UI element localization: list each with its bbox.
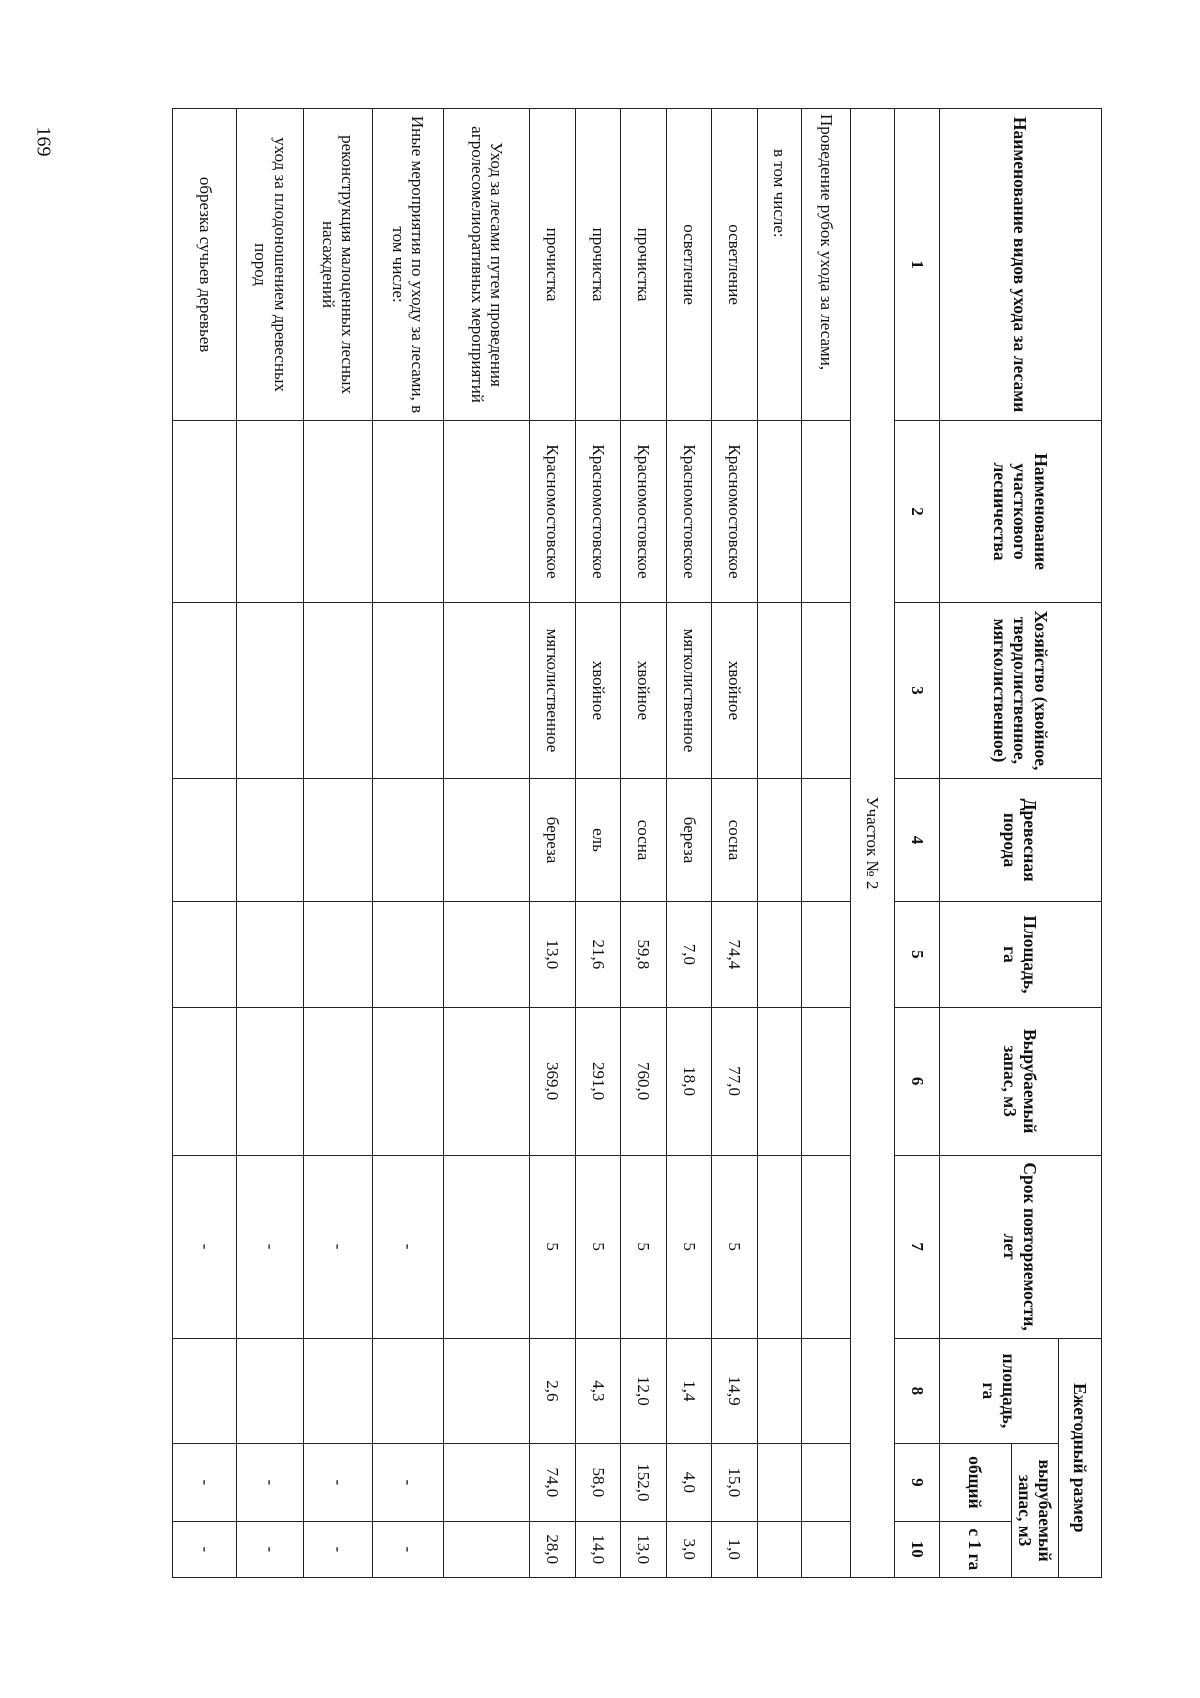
column-number-row <box>895 109 939 1578</box>
header-annual-stock: вырубаемый запас, м3 <box>1011 1444 1058 1578</box>
cell-col8 <box>443 1338 530 1444</box>
column-number: 10 <box>895 1521 939 1577</box>
cell-col10: 3,0 <box>666 1521 711 1577</box>
cell-col9: 4,0 <box>666 1444 711 1521</box>
column-number: 2 <box>895 421 939 603</box>
cell-col4 <box>237 778 304 901</box>
cell-col2 <box>802 421 851 603</box>
cell-col6 <box>802 1007 851 1155</box>
cell-col3: хвойное <box>712 602 757 778</box>
cell-col10 <box>757 1521 801 1577</box>
cell-col1: Иные мероприятия по уходу за лесами, в том числе: <box>372 109 443 421</box>
header-col6: Вырубаемый запас, м3 <box>939 1007 1101 1155</box>
cell-col5: 13,0 <box>530 902 575 1008</box>
header-col4: Древесная порода <box>939 778 1101 901</box>
table-container <box>172 108 1102 1578</box>
cell-col5 <box>237 902 304 1008</box>
cell-col1: прочистка <box>530 109 575 421</box>
column-number: 9 <box>895 1444 939 1521</box>
cell-col6 <box>757 1007 801 1155</box>
cell-col8 <box>757 1338 801 1444</box>
cell-col7: - <box>372 1155 443 1338</box>
rotated-table-frame <box>172 108 1102 1578</box>
cell-col7 <box>757 1155 801 1338</box>
cell-col7: 5 <box>666 1155 711 1338</box>
page-number: 169 <box>32 126 55 157</box>
cell-col2 <box>237 421 304 603</box>
cell-col8: 12,0 <box>621 1338 666 1444</box>
cell-col3 <box>173 602 237 778</box>
header-annual-total: общий <box>939 1444 1011 1521</box>
cell-col6 <box>443 1007 530 1155</box>
cell-col10 <box>443 1521 530 1577</box>
cell-col9: - <box>237 1444 304 1521</box>
cell-col1: в том числе: <box>757 109 801 421</box>
cell-col10: 28,0 <box>530 1521 575 1577</box>
cell-col5: 7,0 <box>666 902 711 1008</box>
cell-col7: 5 <box>530 1155 575 1338</box>
cell-col7: - <box>173 1155 237 1338</box>
cell-col8: 14,9 <box>712 1338 757 1444</box>
cell-col2: Красномостовское <box>575 421 620 603</box>
cell-col8 <box>802 1338 851 1444</box>
table-row <box>372 109 443 1578</box>
cell-col1: прочистка <box>575 109 620 421</box>
cell-col4: сосна <box>621 778 666 901</box>
cell-col8: 1,4 <box>666 1338 711 1444</box>
cell-col2 <box>443 421 530 603</box>
cell-col5: 74,4 <box>712 902 757 1008</box>
cell-col6: 369,0 <box>530 1007 575 1155</box>
header-col1: Наименование видов ухода за лесами <box>939 109 1101 421</box>
table-row <box>530 109 575 1578</box>
cell-col2 <box>304 421 373 603</box>
header-annual: Ежегодный размер <box>1059 1338 1102 1577</box>
table-row <box>237 109 304 1578</box>
cell-col10: - <box>372 1521 443 1577</box>
column-number: 7 <box>895 1155 939 1338</box>
cell-col6 <box>237 1007 304 1155</box>
cell-col5: 21,6 <box>575 902 620 1008</box>
cell-col3 <box>304 602 373 778</box>
cell-col5: 59,8 <box>621 902 666 1008</box>
cell-col1: уход за плодоношением древесных пород <box>237 109 304 421</box>
cell-col1: осветление <box>712 109 757 421</box>
cell-col1: реконструкция малоценных лесных насаждений <box>304 109 373 421</box>
table-row <box>443 109 530 1578</box>
cell-col7 <box>443 1155 530 1338</box>
column-number: 6 <box>895 1007 939 1155</box>
cell-col3: хвойное <box>575 602 620 778</box>
cell-col6: 18,0 <box>666 1007 711 1155</box>
cell-col1: прочистка <box>621 109 666 421</box>
cell-col8: 2,6 <box>530 1338 575 1444</box>
column-number: 1 <box>895 109 939 421</box>
cell-col6 <box>304 1007 373 1155</box>
cell-col5 <box>372 902 443 1008</box>
cell-col7 <box>802 1155 851 1338</box>
header-col3: Хозяйство (хвойное, твердолиственное, мягколиственное) <box>939 602 1101 778</box>
cell-col9: - <box>372 1444 443 1521</box>
cell-col5 <box>304 902 373 1008</box>
cell-col3 <box>443 602 530 778</box>
column-number: 4 <box>895 778 939 901</box>
cell-col3 <box>802 602 851 778</box>
column-number: 3 <box>895 602 939 778</box>
cell-col9: 58,0 <box>575 1444 620 1521</box>
cell-col4 <box>443 778 530 901</box>
cell-col4 <box>372 778 443 901</box>
cell-col8 <box>237 1338 304 1444</box>
cell-col5 <box>173 902 237 1008</box>
cell-col4: ель <box>575 778 620 901</box>
cell-col3 <box>372 602 443 778</box>
cell-col10: 13,0 <box>621 1521 666 1577</box>
cell-col10: - <box>173 1521 237 1577</box>
header-col5: Площадь, га <box>939 902 1101 1008</box>
cell-col3: хвойное <box>621 602 666 778</box>
table-row <box>575 109 620 1578</box>
cell-col4 <box>757 778 801 901</box>
cell-col9 <box>802 1444 851 1521</box>
cell-col4 <box>304 778 373 901</box>
table-row <box>802 109 851 1578</box>
cell-col7: - <box>304 1155 373 1338</box>
cell-col6 <box>173 1007 237 1155</box>
cell-col8 <box>304 1338 373 1444</box>
table-row <box>621 109 666 1578</box>
cell-col4: сосна <box>712 778 757 901</box>
cell-col9: - <box>304 1444 373 1521</box>
cell-col8: 4,3 <box>575 1338 620 1444</box>
cell-col1: Уход за лесами путем проведения агролесомелиоративных мероприятий <box>443 109 530 421</box>
cell-col6 <box>372 1007 443 1155</box>
cell-col4 <box>802 778 851 901</box>
cell-col2: Красномостовское <box>530 421 575 603</box>
cell-col4: береза <box>666 778 711 901</box>
cell-col10: - <box>237 1521 304 1577</box>
cell-col8 <box>372 1338 443 1444</box>
cell-col2 <box>173 421 237 603</box>
cell-col6: 77,0 <box>712 1007 757 1155</box>
header-annual-area: площадь, га <box>939 1338 1058 1444</box>
forest-care-table <box>172 108 1102 1578</box>
cell-col1: осветление <box>666 109 711 421</box>
cell-col6: 760,0 <box>621 1007 666 1155</box>
cell-col9: 152,0 <box>621 1444 666 1521</box>
section-row <box>851 109 895 1578</box>
cell-col7: 5 <box>621 1155 666 1338</box>
cell-col3 <box>237 602 304 778</box>
table-row <box>757 109 801 1578</box>
cell-col7: 5 <box>712 1155 757 1338</box>
cell-col4 <box>173 778 237 901</box>
cell-col10: 14,0 <box>575 1521 620 1577</box>
header-annual-per-ha: с 1 га <box>939 1521 1011 1577</box>
cell-col8 <box>173 1338 237 1444</box>
cell-col3: мягколиственное <box>666 602 711 778</box>
cell-col3: мягколиственное <box>530 602 575 778</box>
cell-col1: Проведение рубок ухода за лесами, <box>802 109 851 421</box>
table-row <box>712 109 757 1578</box>
header-col2: Наименование участкового лесничества <box>939 421 1101 603</box>
column-number: 8 <box>895 1338 939 1444</box>
cell-col9 <box>443 1444 530 1521</box>
cell-col2: Красномостовское <box>666 421 711 603</box>
cell-col10: 1,0 <box>712 1521 757 1577</box>
cell-col9: 74,0 <box>530 1444 575 1521</box>
table-row <box>666 109 711 1578</box>
cell-col10: - <box>304 1521 373 1577</box>
cell-col2 <box>372 421 443 603</box>
cell-col9 <box>757 1444 801 1521</box>
table-row <box>304 109 373 1578</box>
cell-col2: Красномостовское <box>621 421 666 603</box>
table-row <box>173 109 237 1578</box>
column-number: 5 <box>895 902 939 1008</box>
cell-col1: обрезка сучьев деревьев <box>173 109 237 421</box>
cell-col5 <box>802 902 851 1008</box>
cell-col7: - <box>237 1155 304 1338</box>
cell-col5 <box>443 902 530 1008</box>
cell-col4: береза <box>530 778 575 901</box>
cell-col7: 5 <box>575 1155 620 1338</box>
cell-col2 <box>757 421 801 603</box>
header-col7: Срок повторяемости, лет <box>939 1155 1101 1338</box>
cell-col6: 291,0 <box>575 1007 620 1155</box>
cell-col9: - <box>173 1444 237 1521</box>
section-title: Участок № 2 <box>851 109 895 1578</box>
cell-col2: Красномостовское <box>712 421 757 603</box>
cell-col5 <box>757 902 801 1008</box>
cell-col10 <box>802 1521 851 1577</box>
cell-col9: 15,0 <box>712 1444 757 1521</box>
cell-col3 <box>757 602 801 778</box>
